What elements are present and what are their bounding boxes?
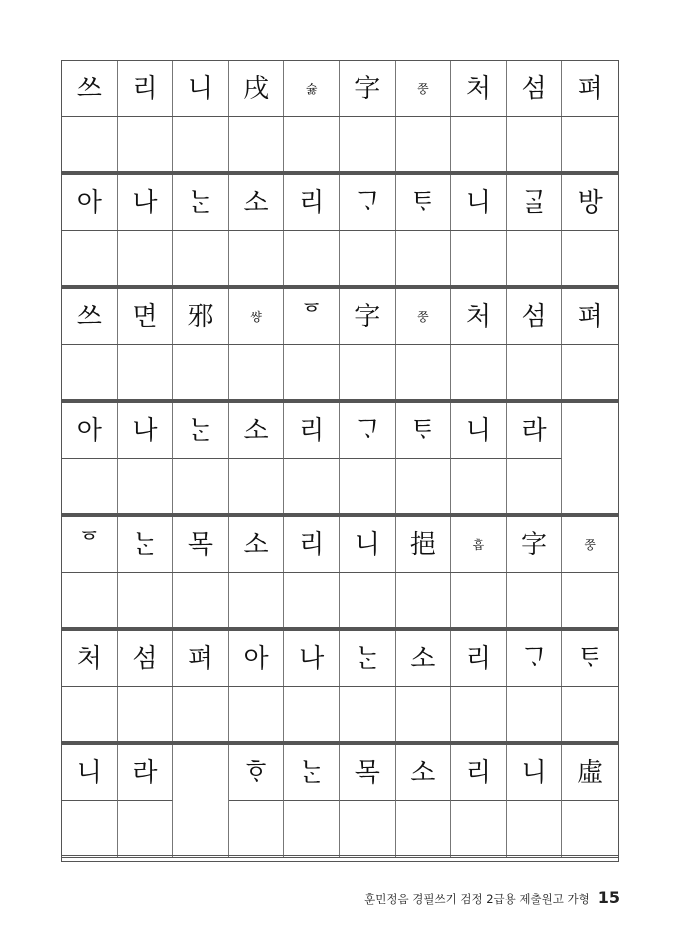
model-character: 소 — [410, 757, 436, 788]
writing-sheet — [61, 60, 619, 862]
model-cell — [229, 517, 285, 572]
block-separator — [62, 513, 618, 515]
practice-cell[interactable] — [284, 573, 340, 629]
model-character: ᄂᆞᆫ — [354, 643, 380, 674]
practice-cell[interactable] — [507, 573, 563, 629]
model-character: 목 — [354, 757, 380, 788]
model-cell — [340, 517, 396, 572]
model-character: ᄐᆞ — [577, 643, 603, 674]
block-separator — [62, 171, 618, 173]
model-cell — [284, 517, 340, 572]
model-cell — [118, 517, 174, 572]
practice-cell[interactable] — [451, 687, 507, 743]
model-character: 펴 — [577, 73, 603, 104]
practice-cell[interactable] — [396, 687, 452, 743]
practice-cell[interactable] — [229, 345, 285, 401]
practice-cell[interactable] — [118, 801, 174, 857]
model-cell — [118, 175, 174, 230]
model-cell — [396, 517, 452, 572]
model-cell — [562, 745, 618, 801]
page-footer — [364, 888, 620, 907]
practice-cell[interactable] — [173, 117, 229, 173]
model-cell — [173, 631, 229, 686]
practice-cell[interactable] — [284, 687, 340, 743]
model-character: 흡 — [472, 537, 485, 552]
model-character: 목 — [187, 529, 214, 560]
practice-cell[interactable] — [451, 459, 507, 515]
model-cell — [229, 745, 285, 801]
practice-cell[interactable] — [173, 345, 229, 401]
block-separator — [62, 285, 618, 287]
model-cell — [284, 403, 340, 459]
model-character: 戌 — [243, 73, 270, 104]
practice-cell[interactable] — [340, 117, 396, 173]
grid-block — [62, 630, 618, 744]
block-separator — [62, 741, 618, 743]
model-cell — [396, 289, 452, 344]
model-cell — [451, 175, 507, 230]
model-cell — [62, 175, 118, 230]
practice-cell[interactable] — [340, 345, 396, 401]
practice-cell[interactable] — [173, 687, 229, 743]
practice-row — [62, 345, 618, 402]
model-character: 처 — [465, 301, 492, 332]
practice-cell[interactable] — [62, 345, 118, 401]
model-character: 펴 — [187, 643, 214, 674]
model-character: 字 — [354, 73, 381, 104]
model-cell — [118, 745, 174, 801]
model-character: 니 — [465, 415, 492, 446]
model-character: ᄀᆞ — [354, 187, 380, 218]
model-cell — [507, 631, 563, 686]
model-character: 虛 — [577, 757, 604, 788]
practice-cell[interactable] — [562, 117, 618, 173]
model-cell — [507, 289, 563, 344]
practice-cell[interactable] — [173, 231, 229, 287]
model-character: 처 — [465, 73, 492, 104]
model-cell — [396, 175, 452, 230]
model-cell — [562, 517, 618, 572]
model-cell — [62, 517, 118, 572]
practice-cell[interactable] — [396, 117, 452, 173]
practice-cell[interactable] — [229, 117, 285, 173]
model-character: 쭝 — [584, 537, 596, 552]
practice-cell[interactable] — [507, 117, 563, 173]
practice-cell[interactable] — [396, 459, 452, 515]
practice-cell[interactable] — [173, 573, 229, 629]
model-character: 슗 — [305, 81, 318, 96]
model-cell — [340, 289, 396, 344]
model-character: 字 — [521, 529, 548, 560]
practice-row — [62, 801, 618, 858]
block-separator — [62, 399, 618, 401]
model-character: ᄒᆞ — [243, 757, 269, 788]
practice-row — [62, 231, 618, 288]
model-character: 쭝 — [417, 309, 429, 324]
model-cell — [229, 289, 285, 344]
model-cell — [451, 403, 507, 459]
practice-cell[interactable] — [507, 459, 563, 515]
model-character: 방 — [577, 187, 603, 218]
model-character: 니 — [354, 529, 380, 560]
model-character: 나 — [299, 643, 325, 674]
model-cell — [507, 745, 563, 801]
model-cell — [118, 403, 174, 459]
model-character: 리 — [132, 73, 158, 104]
model-character: 리 — [299, 415, 325, 446]
grid-block — [62, 516, 618, 630]
practice-cell[interactable] — [340, 687, 396, 743]
practice-cell[interactable] — [340, 573, 396, 629]
model-character: ᅙ — [299, 301, 325, 332]
model-row — [62, 402, 618, 459]
model-character: ᄂᆞᆫ — [299, 757, 325, 788]
model-cell — [396, 631, 452, 686]
practice-cell[interactable] — [562, 801, 618, 857]
practice-cell[interactable] — [451, 801, 507, 857]
practice-cell[interactable] — [340, 459, 396, 515]
grid-block — [62, 174, 618, 288]
practice-cell[interactable] — [118, 231, 174, 287]
practice-cell[interactable] — [284, 231, 340, 287]
grid-block — [62, 288, 618, 402]
model-cell — [173, 61, 229, 116]
model-cell — [340, 61, 396, 116]
model-row — [62, 174, 618, 231]
practice-cell[interactable] — [284, 345, 340, 401]
model-cell — [284, 631, 340, 686]
model-cell — [340, 403, 396, 459]
model-character: ᄂᆞᆫ — [187, 415, 214, 446]
model-cell — [562, 61, 618, 116]
practice-cell[interactable] — [562, 687, 618, 743]
model-character: 쓰 — [76, 73, 102, 104]
model-character: ᄐᆞ — [410, 187, 436, 218]
practice-cell[interactable] — [284, 459, 340, 515]
model-character: 나 — [132, 415, 158, 446]
practice-cell[interactable] — [284, 117, 340, 173]
practice-cell[interactable] — [229, 459, 285, 515]
practice-cell[interactable] — [118, 573, 174, 629]
model-cell — [451, 631, 507, 686]
model-character: 리 — [465, 643, 492, 674]
practice-cell[interactable] — [118, 687, 174, 743]
practice-cell[interactable] — [562, 345, 618, 401]
model-cell — [173, 175, 229, 230]
model-cell — [118, 61, 174, 116]
model-cell — [562, 289, 618, 344]
model-character: 소 — [243, 415, 269, 446]
model-cell — [451, 289, 507, 344]
practice-cell[interactable] — [62, 573, 118, 629]
practice-row — [62, 459, 618, 516]
practice-cell[interactable] — [562, 231, 618, 287]
model-cell — [396, 61, 452, 116]
model-character: 소 — [243, 187, 269, 218]
practice-cell[interactable] — [229, 573, 285, 629]
model-character: ᄀᆞᆯ — [521, 187, 547, 218]
model-character: ᄂᆞᆫ — [132, 529, 158, 560]
model-cell — [284, 175, 340, 230]
model-character: 라 — [132, 757, 158, 788]
model-row — [62, 744, 618, 801]
model-cell — [507, 61, 563, 116]
model-character: 니 — [465, 187, 492, 218]
practice-cell[interactable] — [118, 345, 174, 401]
model-character: 니 — [187, 73, 214, 104]
practice-cell[interactable] — [340, 801, 396, 857]
model-character: 소 — [243, 529, 269, 560]
practice-cell[interactable] — [562, 459, 618, 515]
practice-cell[interactable] — [507, 687, 563, 743]
grid-block — [62, 60, 618, 174]
practice-cell[interactable] — [451, 573, 507, 629]
model-cell — [62, 403, 118, 459]
model-character: 아 — [76, 187, 102, 218]
practice-cell[interactable] — [396, 345, 452, 401]
practice-cell[interactable] — [62, 231, 118, 287]
model-character: 邪 — [187, 301, 214, 332]
practice-cell[interactable] — [62, 687, 118, 743]
model-row — [62, 516, 618, 573]
model-cell — [340, 175, 396, 230]
model-cell — [173, 289, 229, 344]
model-character: 리 — [299, 529, 325, 560]
practice-cell[interactable] — [562, 573, 618, 629]
practice-cell[interactable] — [451, 117, 507, 173]
model-character: 字 — [354, 301, 381, 332]
practice-cell[interactable] — [229, 801, 285, 857]
model-character: 처 — [76, 643, 102, 674]
practice-row — [62, 687, 618, 744]
practice-cell[interactable] — [340, 231, 396, 287]
model-cell — [173, 403, 229, 459]
model-cell — [507, 517, 563, 572]
model-character: 아 — [243, 643, 269, 674]
model-character: 소 — [410, 643, 436, 674]
model-character: 리 — [465, 757, 492, 788]
practice-cell[interactable] — [507, 231, 563, 287]
practice-cell[interactable] — [118, 117, 174, 173]
model-cell — [451, 745, 507, 801]
model-cell — [396, 403, 452, 459]
practice-cell[interactable] — [62, 117, 118, 173]
model-cell — [118, 631, 174, 686]
practice-cell[interactable] — [396, 231, 452, 287]
sheet-bottom-border — [62, 855, 618, 862]
practice-row — [62, 117, 618, 174]
model-row — [62, 288, 618, 345]
model-cell — [451, 61, 507, 116]
model-cell — [229, 403, 285, 459]
model-character: 면 — [132, 301, 158, 332]
grid-block — [62, 744, 618, 858]
model-character: 아 — [76, 415, 102, 446]
practice-cell[interactable] — [229, 687, 285, 743]
model-cell — [340, 631, 396, 686]
model-cell — [562, 175, 618, 230]
model-cell — [173, 517, 229, 572]
model-character: 挹 — [409, 529, 436, 560]
model-character: 쓰 — [76, 301, 102, 332]
model-row — [62, 630, 618, 687]
model-character: ᄀᆞ — [521, 643, 547, 674]
model-cell — [62, 289, 118, 344]
model-row — [62, 60, 618, 117]
model-character: ᅙ — [76, 529, 102, 560]
model-character: 니 — [76, 757, 102, 788]
model-cell — [229, 61, 285, 116]
model-character: ᄐᆞ — [410, 415, 436, 446]
practice-cell[interactable] — [173, 801, 229, 857]
model-character: ᄂᆞᆫ — [187, 187, 214, 218]
practice-row — [62, 573, 618, 630]
practice-cell[interactable] — [284, 801, 340, 857]
practice-cell[interactable] — [396, 573, 452, 629]
practice-cell[interactable] — [507, 801, 563, 857]
model-character: 니 — [521, 757, 547, 788]
model-character: 섬 — [521, 73, 547, 104]
model-character: 나 — [132, 187, 158, 218]
model-cell — [62, 631, 118, 686]
model-cell — [451, 517, 507, 572]
practice-cell[interactable] — [451, 345, 507, 401]
model-character: 쭝 — [417, 81, 429, 96]
model-character: 섬 — [521, 301, 547, 332]
model-cell — [284, 289, 340, 344]
model-cell — [173, 745, 229, 801]
practice-cell[interactable] — [229, 231, 285, 287]
model-cell — [396, 745, 452, 801]
model-cell — [340, 745, 396, 801]
model-cell — [118, 289, 174, 344]
practice-cell[interactable] — [396, 801, 452, 857]
model-cell — [507, 175, 563, 230]
model-character: 리 — [299, 187, 325, 218]
practice-cell[interactable] — [451, 231, 507, 287]
block-separator — [62, 627, 618, 629]
model-cell — [62, 61, 118, 116]
practice-cell[interactable] — [118, 459, 174, 515]
model-cell — [284, 61, 340, 116]
model-cell — [284, 745, 340, 801]
practice-cell[interactable] — [62, 459, 118, 515]
model-cell — [562, 631, 618, 686]
model-character: 섬 — [132, 643, 158, 674]
model-character: 펴 — [577, 301, 603, 332]
model-character: 썅 — [250, 309, 262, 324]
footer-title: 훈민정음 경필쓰기 검정 2급용 제출원고 가형 — [364, 892, 590, 906]
model-cell — [507, 403, 563, 459]
model-cell — [229, 175, 285, 230]
model-cell — [562, 403, 618, 459]
model-cell — [62, 745, 118, 801]
model-cell — [229, 631, 285, 686]
model-character: ᄀᆞ — [354, 415, 380, 446]
page-number: 15 — [597, 888, 620, 907]
model-character: 라 — [521, 415, 547, 446]
practice-cell[interactable] — [173, 459, 229, 515]
practice-cell[interactable] — [62, 801, 118, 857]
practice-cell[interactable] — [507, 345, 563, 401]
grid-block — [62, 402, 618, 516]
